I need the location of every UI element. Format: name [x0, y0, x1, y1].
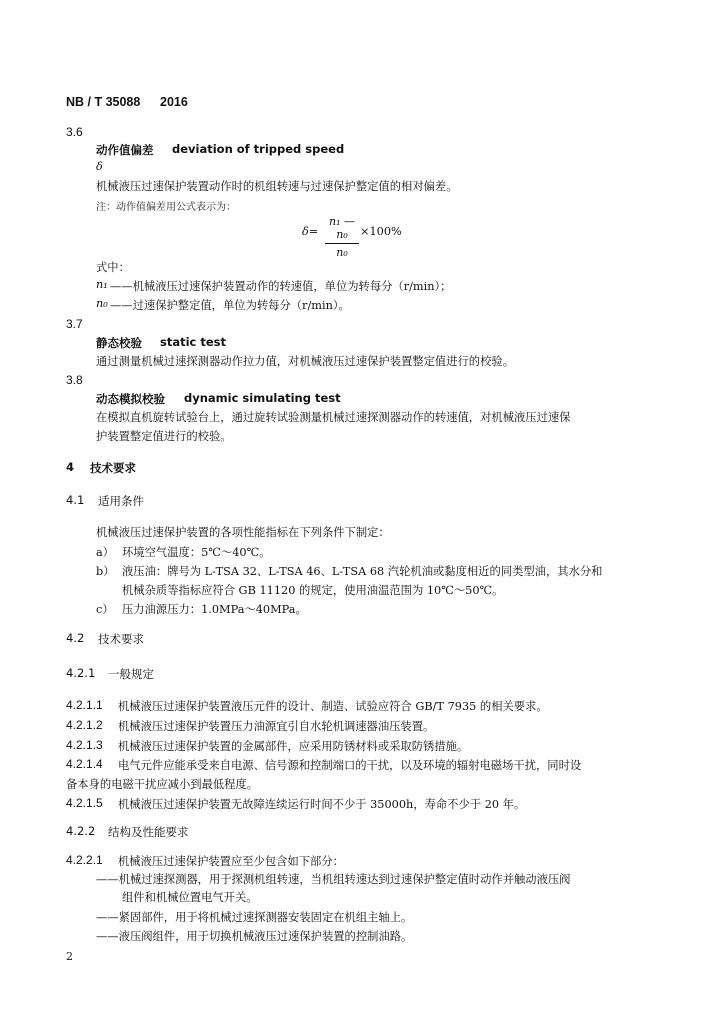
formula-numerator: n₁ — n₀ [329, 215, 355, 241]
variable-symbol: n₁ [96, 278, 108, 291]
subsection-title: 一般规定 [108, 667, 154, 681]
term-definition: 在模拟直机旋转试验台上，通过旋转试验测量机械过速探测器动作的转速值，对机械液压过速保 [96, 411, 571, 424]
section-title: 适用条件 [98, 494, 144, 508]
formula-tail: ×100% [360, 225, 402, 238]
item-text: 机械液压过速保护装置液压元件的设计、制造、试验应符合 GB/T 7935 的相关要求。 [118, 700, 548, 713]
item-text-continued: 备本身的电磁干扰应减小到最低程度。 [66, 778, 259, 791]
where-label: 式中： [96, 261, 130, 274]
list-item: 压力油源压力：1.0MPa～40MPa。 [122, 603, 307, 616]
formula-lhs: δ= [302, 225, 319, 238]
item-text: 电气元件应能承受来自电源、信号源和控制端口的干扰，以及环境的辐射电磁场干扰，同时设 [118, 759, 582, 772]
item-number: 4.2.2.1 [66, 853, 103, 867]
term-chinese: 动作值偏差 [96, 143, 154, 157]
variable-description: ——过速保护整定值，单位为转每分（r/min）。 [110, 299, 350, 312]
item-number: 4.2.1.2 [66, 718, 103, 732]
item-text: 机械液压过速保护装置压力油源宜引自水轮机调速器油压装置。 [118, 720, 435, 733]
item-text: 机械液压过速保护装置无故障连续运行时间不少于 35000h，寿命不少于 20 年。 [118, 798, 526, 811]
item-number: 4.2.1.4 [66, 757, 103, 771]
term-english: deviation of tripped speed [172, 142, 345, 156]
term-symbol: δ [96, 160, 103, 173]
variable-description: ——机械液压过速保护装置动作的转速值，单位为转每分（r/min）； [110, 280, 452, 293]
clause-number: 3.8 [66, 373, 83, 387]
section-title: 技术要求 [98, 632, 144, 646]
standard-number: NB / T 35088 [66, 95, 141, 109]
standard-year: 2016 [160, 95, 188, 109]
clause-number: 3.7 [66, 317, 83, 331]
formula-fraction [322, 215, 362, 259]
dash-item-continued: 组件和机械位置电气开关。 [122, 891, 258, 904]
variable-symbol: n₀ [96, 297, 108, 310]
chapter-number: 4 [66, 460, 75, 474]
list-label: a） [96, 546, 115, 559]
section-number: 4.1 [66, 493, 85, 507]
term-definition: 通过测量机械过速探测器动作拉力值，对机械液压过速保护装置整定值进行的校验。 [96, 355, 514, 368]
term-chinese: 静态校验 [96, 336, 142, 350]
term-definition: 机械液压过速保护装置动作时的机组转速与过速保护整定值的相对偏差。 [96, 180, 458, 193]
chapter-title: 技术要求 [90, 461, 136, 475]
section-number: 4.2 [66, 631, 85, 645]
term-chinese: 动态模拟校验 [96, 392, 165, 406]
formula-note: 注：动作值偏差用公式表示为： [96, 202, 236, 213]
list-label: b） [96, 565, 115, 578]
item-text: 机械液压过速保护装置的金属部件，应采用防锈材料或采取防锈措施。 [118, 740, 469, 753]
dash-item: ——液压阀组件，用于切换机械液压过速保护装置的控制油路。 [96, 930, 413, 943]
term-english: dynamic simulating test [184, 391, 341, 405]
subsection-number: 4.2.1 [66, 666, 96, 680]
clause-number: 3.6 [66, 125, 83, 139]
paragraph: 机械液压过速保护装置的各项性能指标在下列条件下制定： [96, 526, 390, 539]
page-number: 2 [66, 950, 73, 963]
item-text: 机械液压过速保护装置应至少包含如下部分： [118, 855, 344, 868]
subsection-number: 4.2.2 [66, 824, 96, 838]
dash-item: ——紧固部件，用于将机械过速探测器安装固定在机组主轴上。 [96, 911, 413, 924]
formula-denominator: n₀ [336, 246, 348, 259]
list-label: c） [96, 603, 114, 616]
list-item-continued: 机械杂质等指标应符合 GB 11120 的规定，使用油温范围为 10℃～50℃。 [122, 584, 504, 597]
term-english: static test [160, 335, 227, 349]
term-definition-continued: 护装置整定值进行的校验。 [96, 430, 232, 443]
dash-item: ——机械过速探测器，用于探测机组转速，当机组转速达到过速保护整定值时动作并触动液压阀 [96, 873, 571, 886]
subsection-title: 结构及性能要求 [108, 825, 189, 839]
item-number: 4.2.1.1 [66, 698, 103, 712]
item-number: 4.2.1.5 [66, 796, 103, 810]
list-item: 环境空气温度：5℃～40℃。 [122, 546, 271, 559]
item-number: 4.2.1.3 [66, 738, 103, 752]
list-item: 液压油：牌号为 L-TSA 32、L-TSA 46、L-TSA 68 汽轮机油或黏度相近的同类型油，其水分和 [122, 565, 603, 578]
fraction-bar [325, 243, 359, 244]
